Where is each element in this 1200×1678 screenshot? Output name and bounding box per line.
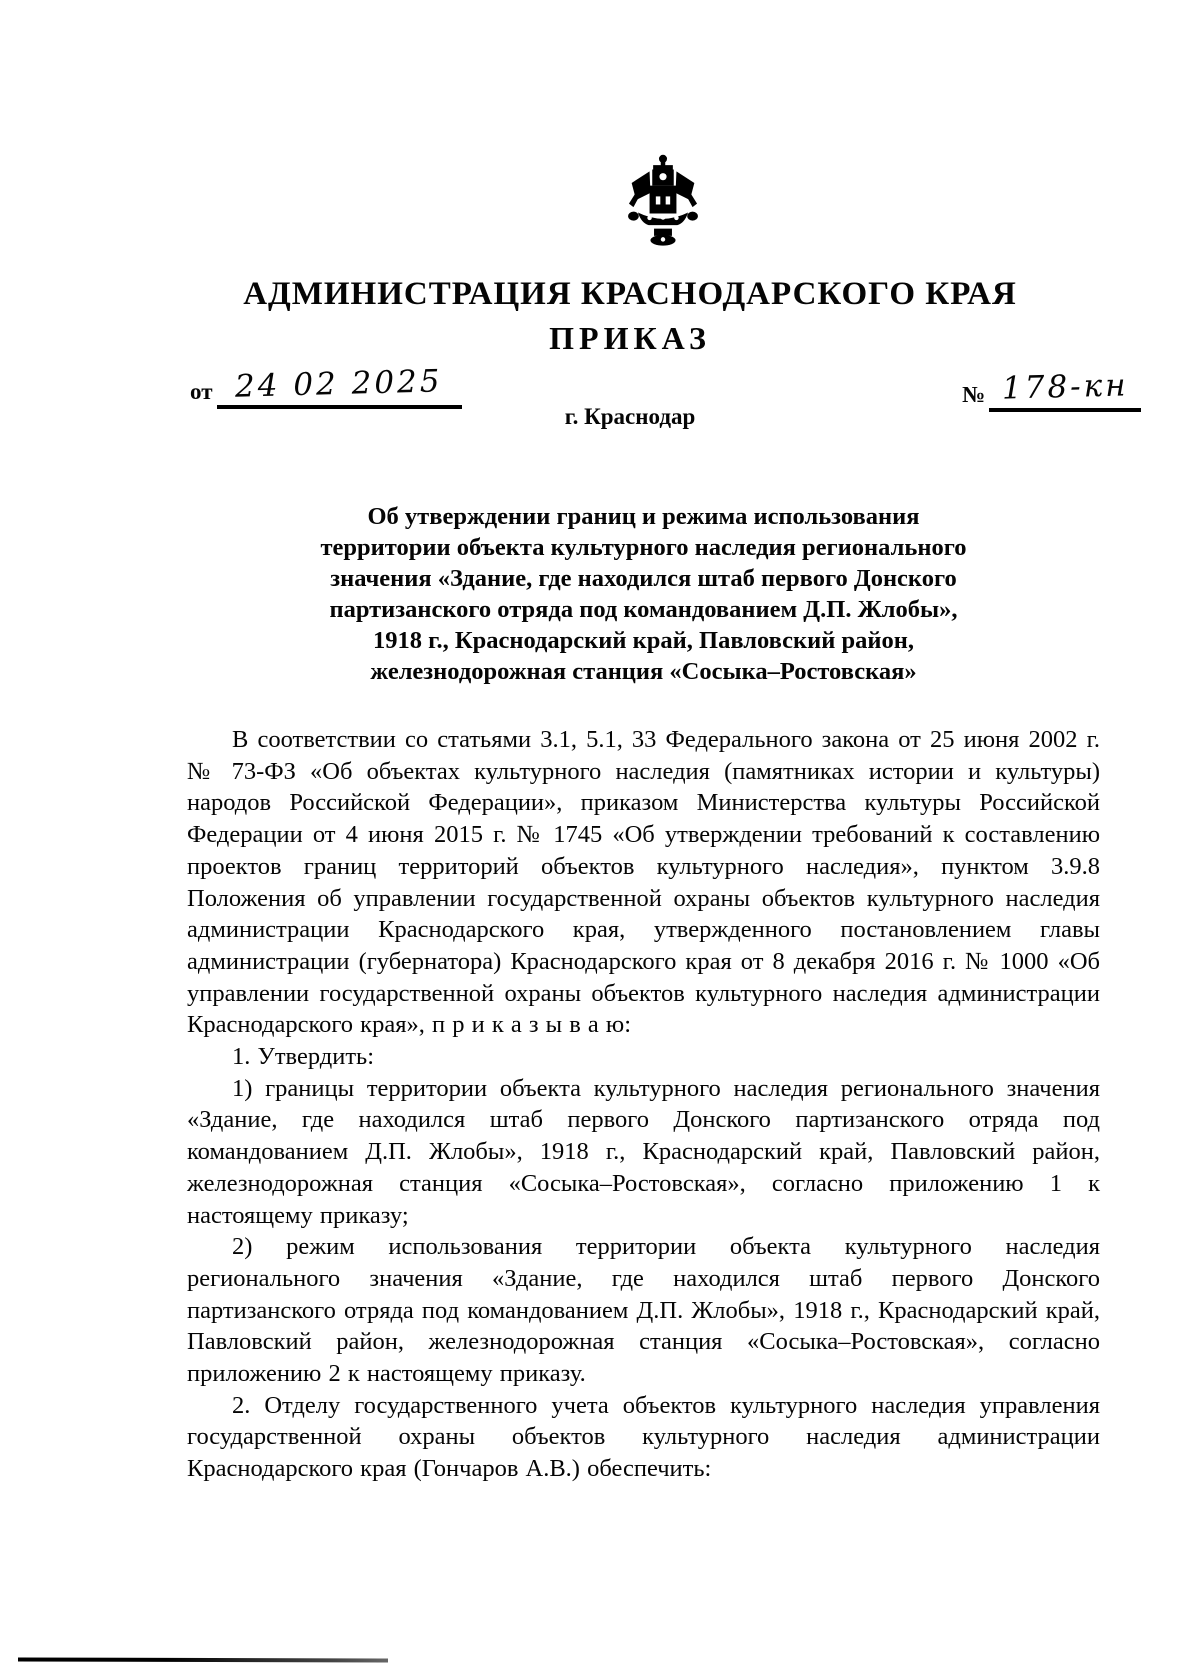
title-line-1: Об утверждении границ и режима использования xyxy=(367,503,920,530)
city-line: г. Краснодар xyxy=(564,404,696,429)
date-label: от xyxy=(190,379,213,404)
body-paragraph-item-1: 1. Утвердить: xyxy=(232,1043,375,1071)
doc-type-heading: ПРИКАЗ xyxy=(549,320,711,356)
title-line-5: 1918 г., Краснодарский край, Павловский район, xyxy=(373,627,914,654)
title-line-2: территории объекта культурного наследия регионального xyxy=(320,534,967,561)
number-sign-label: № xyxy=(962,382,986,407)
title-line-6: железнодорожная станция «Сосыка–Ростовская» xyxy=(370,658,917,685)
scan-artifact-line xyxy=(18,1658,388,1663)
krasnodar-coat-of-arms-icon xyxy=(620,150,706,250)
date-underline xyxy=(217,363,462,409)
org-name-heading: АДМИНИСТРАЦИЯ КРАСНОДАРСКОГО КРАЯ xyxy=(243,276,1017,312)
body-paragraph-preamble: В соответствии со статьями 3.1, 5.1, 33 Федерального закона от 25 июня 2002 г. № 73-ФЗ «Об объектах культурного наследия (памятниках истории и культуры) народов Российской Федерации», приказом Министерства культуры Российской Федерации от 4 июня 2015 г. № 1745 «Об утверждении требований к составлению проектов границ территорий объектов культурного наследия», пунктом 3.9.8 Положения об управлении государственной охраны объектов культурного наследия администрации Краснодарского края, утвержденного постановлением главы администрации (губернатора) Краснодарского края от 8 декабря 2016 г. № 1000 «Об управлении государственной охраны объектов культурного наследия администрации Краснодарского края», п р и к а з ы в а ю: xyxy=(187,726,1100,1039)
document-title xyxy=(187,501,1100,687)
document-body xyxy=(187,724,1100,1485)
title-line-4: партизанского отряда под командованием Д.П. Жлобы», xyxy=(329,596,958,623)
date-handwritten-value: 24 02 2025 xyxy=(234,363,444,405)
body-paragraph-subitem-2: 2) режим использования территории объекта культурного наследия регионального значения «Здание, где находился штаб первого Донского партизанского отряда под командованием Д.П. Жлобы», 1918 г., Краснодарский край, Павловский район, железнодорожная станция «Сосыка–Ростовская», согласно приложению 2 к настоящему приказу. xyxy=(187,1233,1100,1388)
body-paragraph-item-2: 2. Отделу государственного учета объектов культурного наследия управления государственной охраны объектов культурного наследия администрации Краснодарского края (Гончаров А.В.) обеспечить: xyxy=(187,1391,1100,1483)
number-handwritten-value: 178-кн xyxy=(1001,367,1129,407)
title-line-3: значения «Здание, где находился штаб первого Донского xyxy=(330,565,957,592)
body-paragraph-subitem-1: 1) границы территории объекта культурного наследия регионального значения «Здание, где находился штаб первого Донского партизанского отряда под командованием Д.П. Жлобы», 1918 г., Краснодарский край, Павловский район, железнодорожная станция «Сосыка–Ростовская», согласно приложению 1 к настоящему приказу; xyxy=(187,1074,1100,1229)
